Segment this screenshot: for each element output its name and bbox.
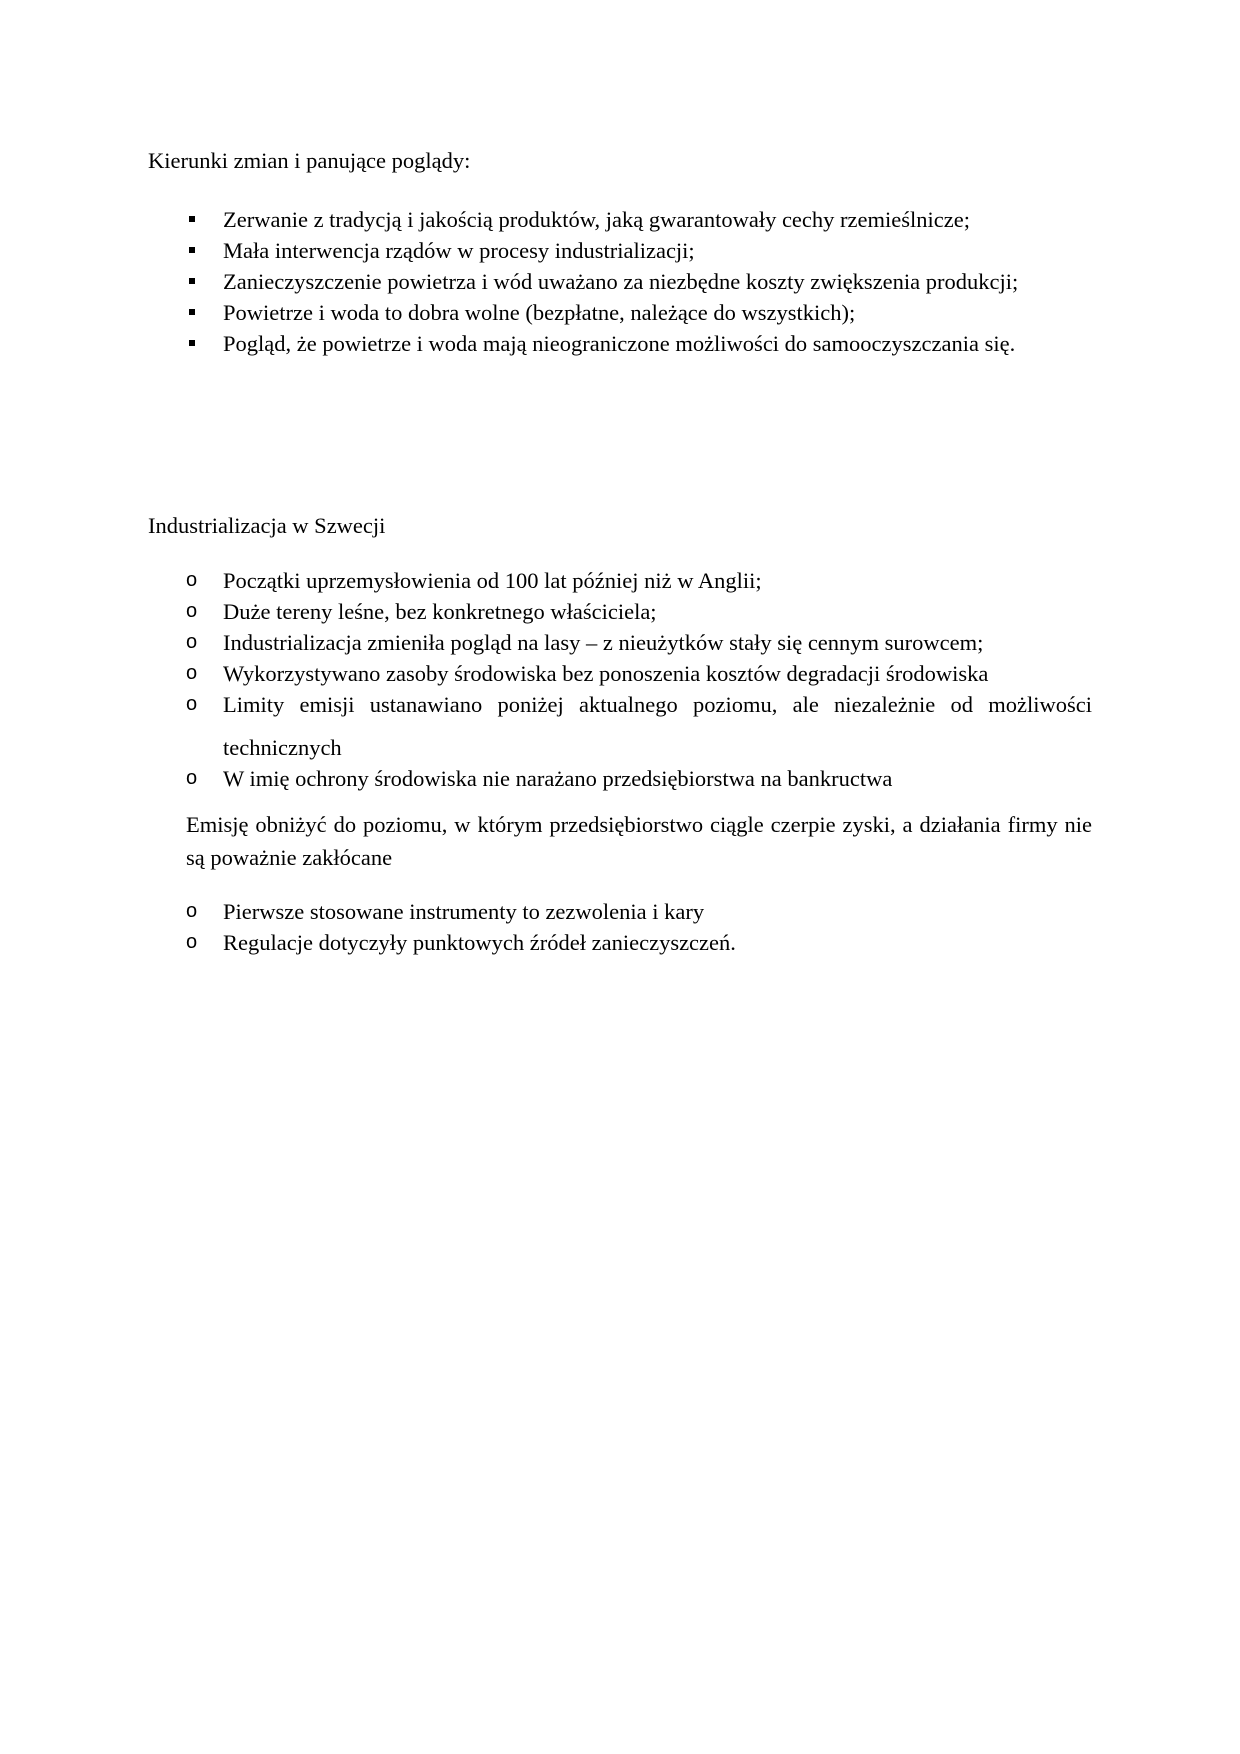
square-bullet-icon	[189, 309, 195, 315]
list-item	[186, 204, 1092, 235]
list-item	[186, 322, 1092, 365]
bullet-list	[186, 565, 1092, 794]
list-item	[186, 565, 1092, 596]
circle-bullet-icon: o	[186, 600, 198, 622]
list-item-text: Mała interwencja rządów w procesy industrializacji;	[223, 238, 695, 263]
circle-bullet-icon: o	[186, 662, 198, 684]
list-item-text: Industrializacja zmieniła pogląd na lasy – z nieużytków stały się cennym surowcem;	[223, 630, 984, 655]
list-item	[186, 683, 1092, 769]
list-item	[186, 763, 1092, 794]
list-item-text: Pierwsze stosowane instrumenty to zezwolenia i kary	[223, 899, 705, 924]
circle-bullet-icon: o	[186, 631, 198, 653]
circle-bullet-icon: o	[186, 767, 198, 789]
list-item-text: Zanieczyszczenie powietrza i wód uważano za niezbędne koszty zwiększenia produkcji;	[223, 269, 1019, 294]
list-item-text: Początki uprzemysłowienia od 100 lat później niż w Anglii;	[223, 568, 762, 593]
square-bullet-icon	[189, 278, 195, 284]
section-heading: Industrializacja w Szwecji	[148, 513, 386, 538]
list-item	[186, 896, 1092, 927]
list-item	[186, 627, 1092, 658]
list-item-text: W imię ochrony środowiska nie narażano przedsiębiorstwa na bankructwa	[223, 766, 893, 791]
circle-bullet-icon: o	[186, 931, 198, 953]
list-item-text: Pogląd, że powietrze i woda mają nieograniczone możliwości do samooczyszczania się.	[223, 331, 1016, 356]
list-item-text: Zerwanie z tradycją i jakością produktów, jaką gwarantowały cechy rzemieślnicze;	[223, 207, 970, 232]
list-item-text: Limity emisji ustanawiano poniżej aktualnego poziomu, ale niezależnie od możliwości technicznych	[223, 692, 1092, 760]
circle-bullet-icon: o	[186, 900, 198, 922]
square-bullet-icon	[189, 340, 195, 346]
square-bullet-icon	[189, 216, 195, 222]
circle-bullet-icon: o	[186, 693, 198, 715]
list-item-text: Duże tereny leśne, bez konkretnego właściciela;	[223, 599, 657, 624]
bullet-list	[186, 896, 1092, 958]
list-item-text: Regulacje dotyczyły punktowych źródeł zanieczyszczeń.	[223, 930, 736, 955]
list-item	[186, 927, 1092, 958]
list-item	[186, 596, 1092, 627]
list-item-text: Powietrze i woda to dobra wolne (bezpłatne, należące do wszystkich);	[223, 300, 856, 325]
body-paragraph: Emisję obniżyć do poziomu, w którym przedsiębiorstwo ciągle czerpie zyski, a działania firmy nie są poważnie zakłócane	[186, 812, 1092, 870]
list-item-text: Wykorzystywano zasoby środowiska bez ponoszenia kosztów degradacji środowiska	[223, 661, 989, 686]
section-heading: Kierunki zmian i panujące poglądy:	[148, 148, 471, 173]
circle-bullet-icon: o	[186, 569, 198, 591]
bullet-list	[186, 204, 1092, 359]
square-bullet-icon	[189, 247, 195, 253]
